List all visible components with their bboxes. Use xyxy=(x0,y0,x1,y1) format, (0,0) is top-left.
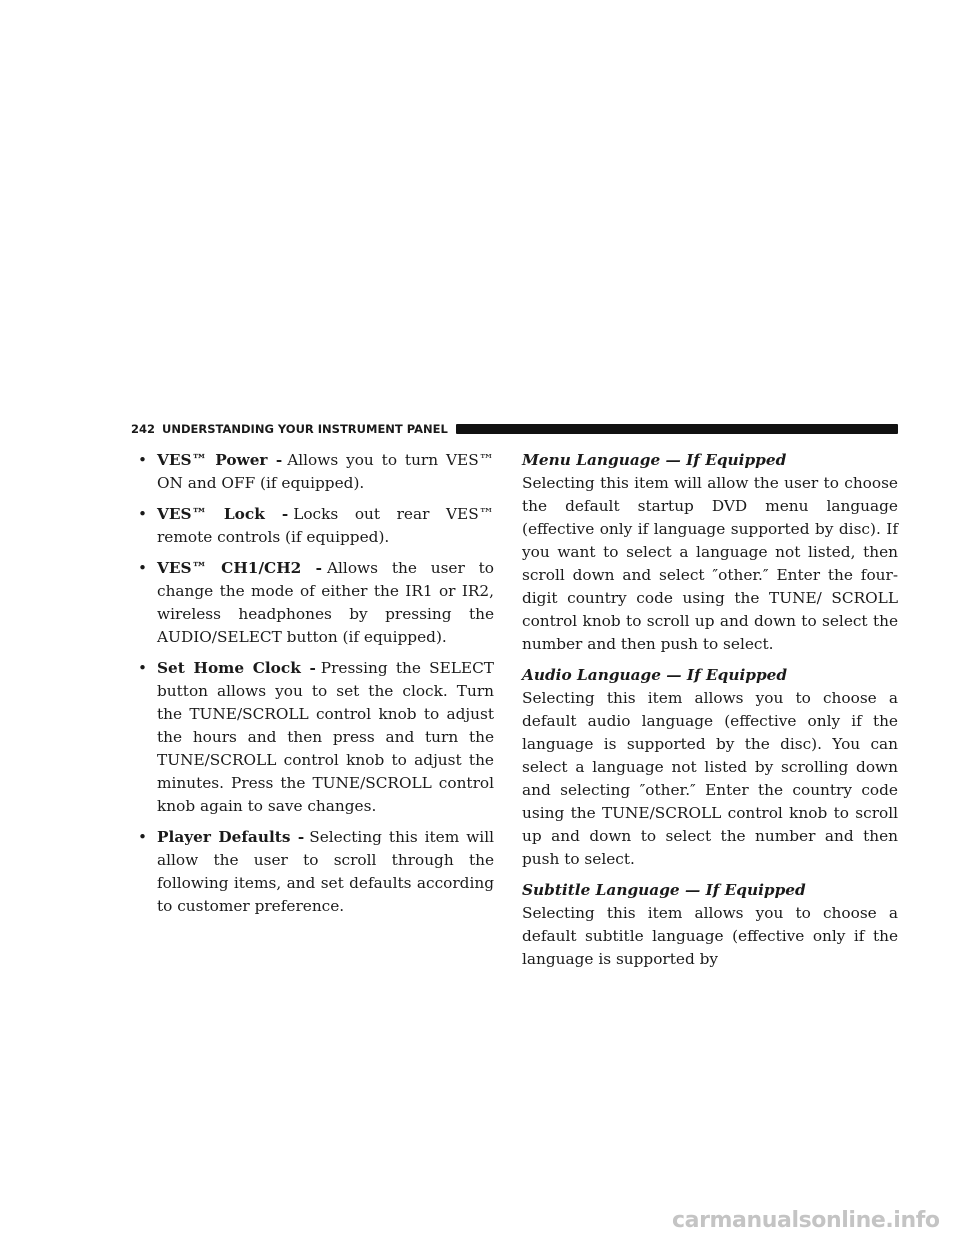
section-heading-subtitle-language: Subtitle Language — If Equipped xyxy=(522,881,806,899)
site-watermark: carmanualsonline.info xyxy=(672,1208,940,1233)
section-body-audio-language: Selecting this item allows you to choose a default audio language (effective only if the language is supported by the disc). You can select a language not listed by scrolling down and selecting ″other.″ Enter the country code using the TUNE/SCROLL control knob to scroll up and down to select the number and then push to select. xyxy=(522,689,898,868)
item-term: VES™ Lock - xyxy=(157,505,289,523)
item-text: Locks out rear VES™ remote controls (if equipped). xyxy=(157,505,494,546)
item-text: Pressing the SELECT button allows you to set the clock. Turn the TUNE/SCROLL control knob to adjust the hours and then press and turn the TUNE/SCROLL control knob to adjust the minutes. Press the TUNE/SCROLL control knob again to save changes. xyxy=(157,659,494,815)
header-rule xyxy=(456,424,898,434)
list-item xyxy=(137,449,494,495)
item-term: VES™ CH1/CH2 - xyxy=(157,559,322,577)
page-number: 242 xyxy=(131,422,156,436)
section-heading-menu-language: Menu Language — If Equipped xyxy=(522,451,787,469)
list-item xyxy=(137,557,494,649)
list-item xyxy=(137,826,494,918)
item-text: Allows the user to change the mode of either the IR1 or IR2, wireless headphones by pressing the AUDIO/SELECT button (if equipped). xyxy=(157,559,494,646)
bullet-dot: • xyxy=(138,505,148,523)
section-title: UNDERSTANDING YOUR INSTRUMENT PANEL xyxy=(162,422,448,436)
item-term: Player Defaults - xyxy=(157,828,305,846)
page-header xyxy=(131,422,898,436)
item-text: Allows you to turn VES™ ON and OFF (if equipped). xyxy=(157,451,494,492)
item-text: Selecting this item will allow the user to scroll through the following items, and set defaults according to customer preference. xyxy=(157,828,494,915)
section-body-subtitle-language: Selecting this item allows you to choose a default subtitle language (effective only if the language is supported by xyxy=(522,904,898,968)
list-item xyxy=(137,657,494,818)
left-column xyxy=(137,449,494,926)
right-column xyxy=(522,449,898,979)
bullet-dot: • xyxy=(138,659,148,677)
bullet-dot: • xyxy=(138,828,148,846)
bullet-dot: • xyxy=(138,451,148,469)
list-item xyxy=(137,503,494,549)
item-term: VES™ Power - xyxy=(157,451,283,469)
section-body-menu-language: Selecting this item will allow the user to choose the default startup DVD menu language (effective only if language supported by disc). If you want to select a language not listed, then scroll down and select ″other.″ Enter the four-digit country code using the TUNE/ SCROLL control knob to scroll up and down to select the number and then push to select. xyxy=(522,474,898,653)
item-term: Set Home Clock - xyxy=(157,659,316,677)
bullet-dot: • xyxy=(138,559,148,577)
section-heading-audio-language: Audio Language — If Equipped xyxy=(522,666,788,684)
